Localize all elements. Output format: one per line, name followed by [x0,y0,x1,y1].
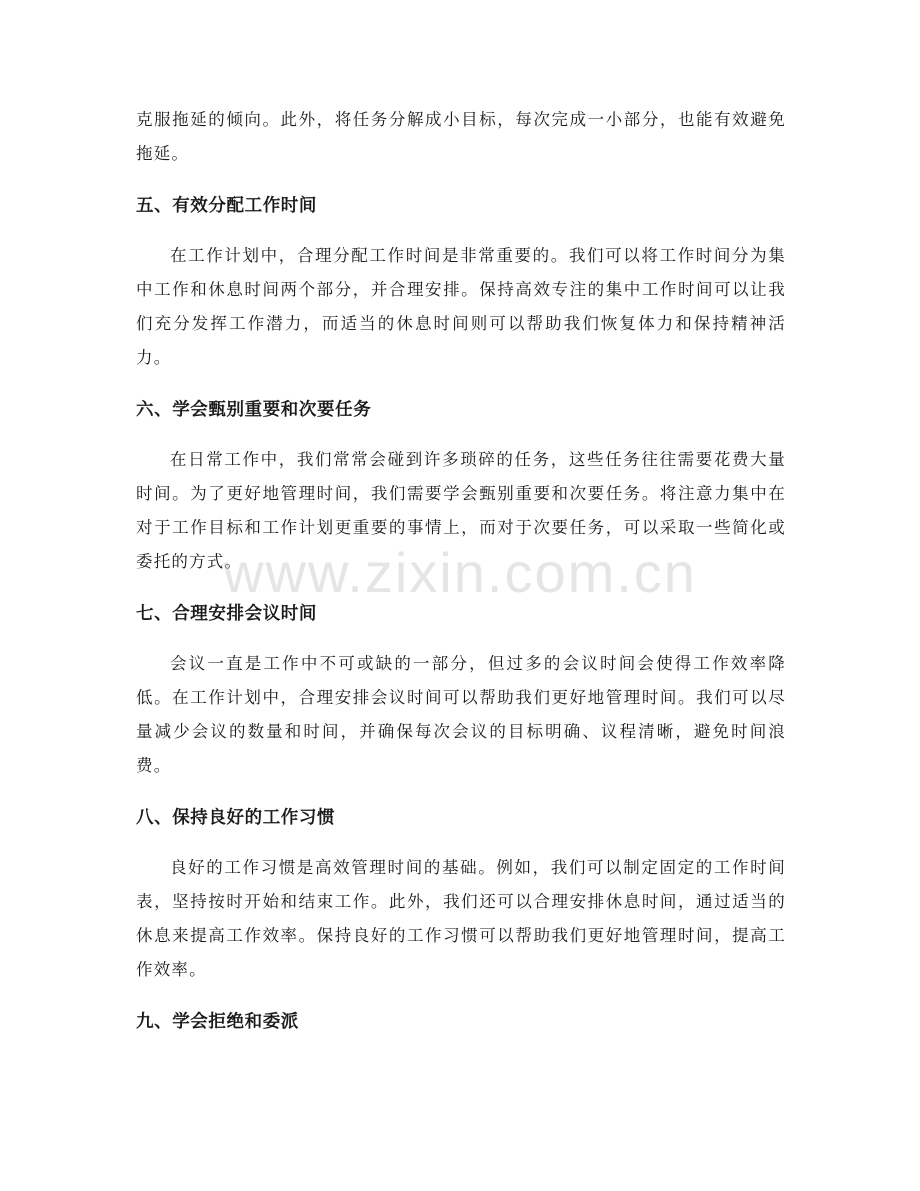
paragraph-section-7: 会议一直是工作中不可或缺的一部分，但过多的会议时间会使得工作效率降低。在工作计划中，合理安排会议时间可以帮助我们更好地管理时间。我们可以尽量减少会议的数量和时间，并确保每次会议的目标明确、议程清晰，避免时间浪费。 [136,654,786,775]
section-heading-7: 七、合理安排会议时间 [136,604,317,624]
paragraph-section-6: 在日常工作中，我们常常会碰到许多琐碎的任务，这些任务往往需要花费大量时间。为了更好地管理时间，我们需要学会甄别重要和次要任务。将注意力集中在对于工作目标和工作计划更重要的事情上，而对于次要任务，可以采取一些简化或委托的方式。 [136,450,786,571]
section-heading-5: 五、有效分配工作时间 [136,196,317,216]
paragraph-section-8: 良好的工作习惯是高效管理时间的基础。例如，我们可以制定固定的工作时间表，坚持按时开始和结束工作。此外，我们还可以合理安排休息时间，通过适当的休息来提高工作效率。保持良好的工作习惯可以帮助我们更好地管理时间，提高工作效率。 [136,858,786,979]
document-body [136,103,786,1039]
section-heading-9: 九、学会拒绝和委派 [136,1012,299,1032]
paragraph-intro: 克服拖延的倾向。此外，将任务分解成小目标，每次完成一小部分，也能有效避免拖延。 [136,110,786,163]
section-heading-8: 八、保持良好的工作习惯 [136,808,336,828]
watermark: www.zixin.com.cn [223,541,697,604]
section-heading-6: 六、学会甄别重要和次要任务 [136,400,372,420]
paragraph-section-5: 在工作计划中，合理分配工作时间是非常重要的。我们可以将工作时间分为集中工作和休息时间两个部分，并合理安排。保持高效专注的集中工作时间可以让我们充分发挥工作潜力，而适当的休息时间则可以帮助我们恢复体力和保持精神活力。 [136,246,786,367]
